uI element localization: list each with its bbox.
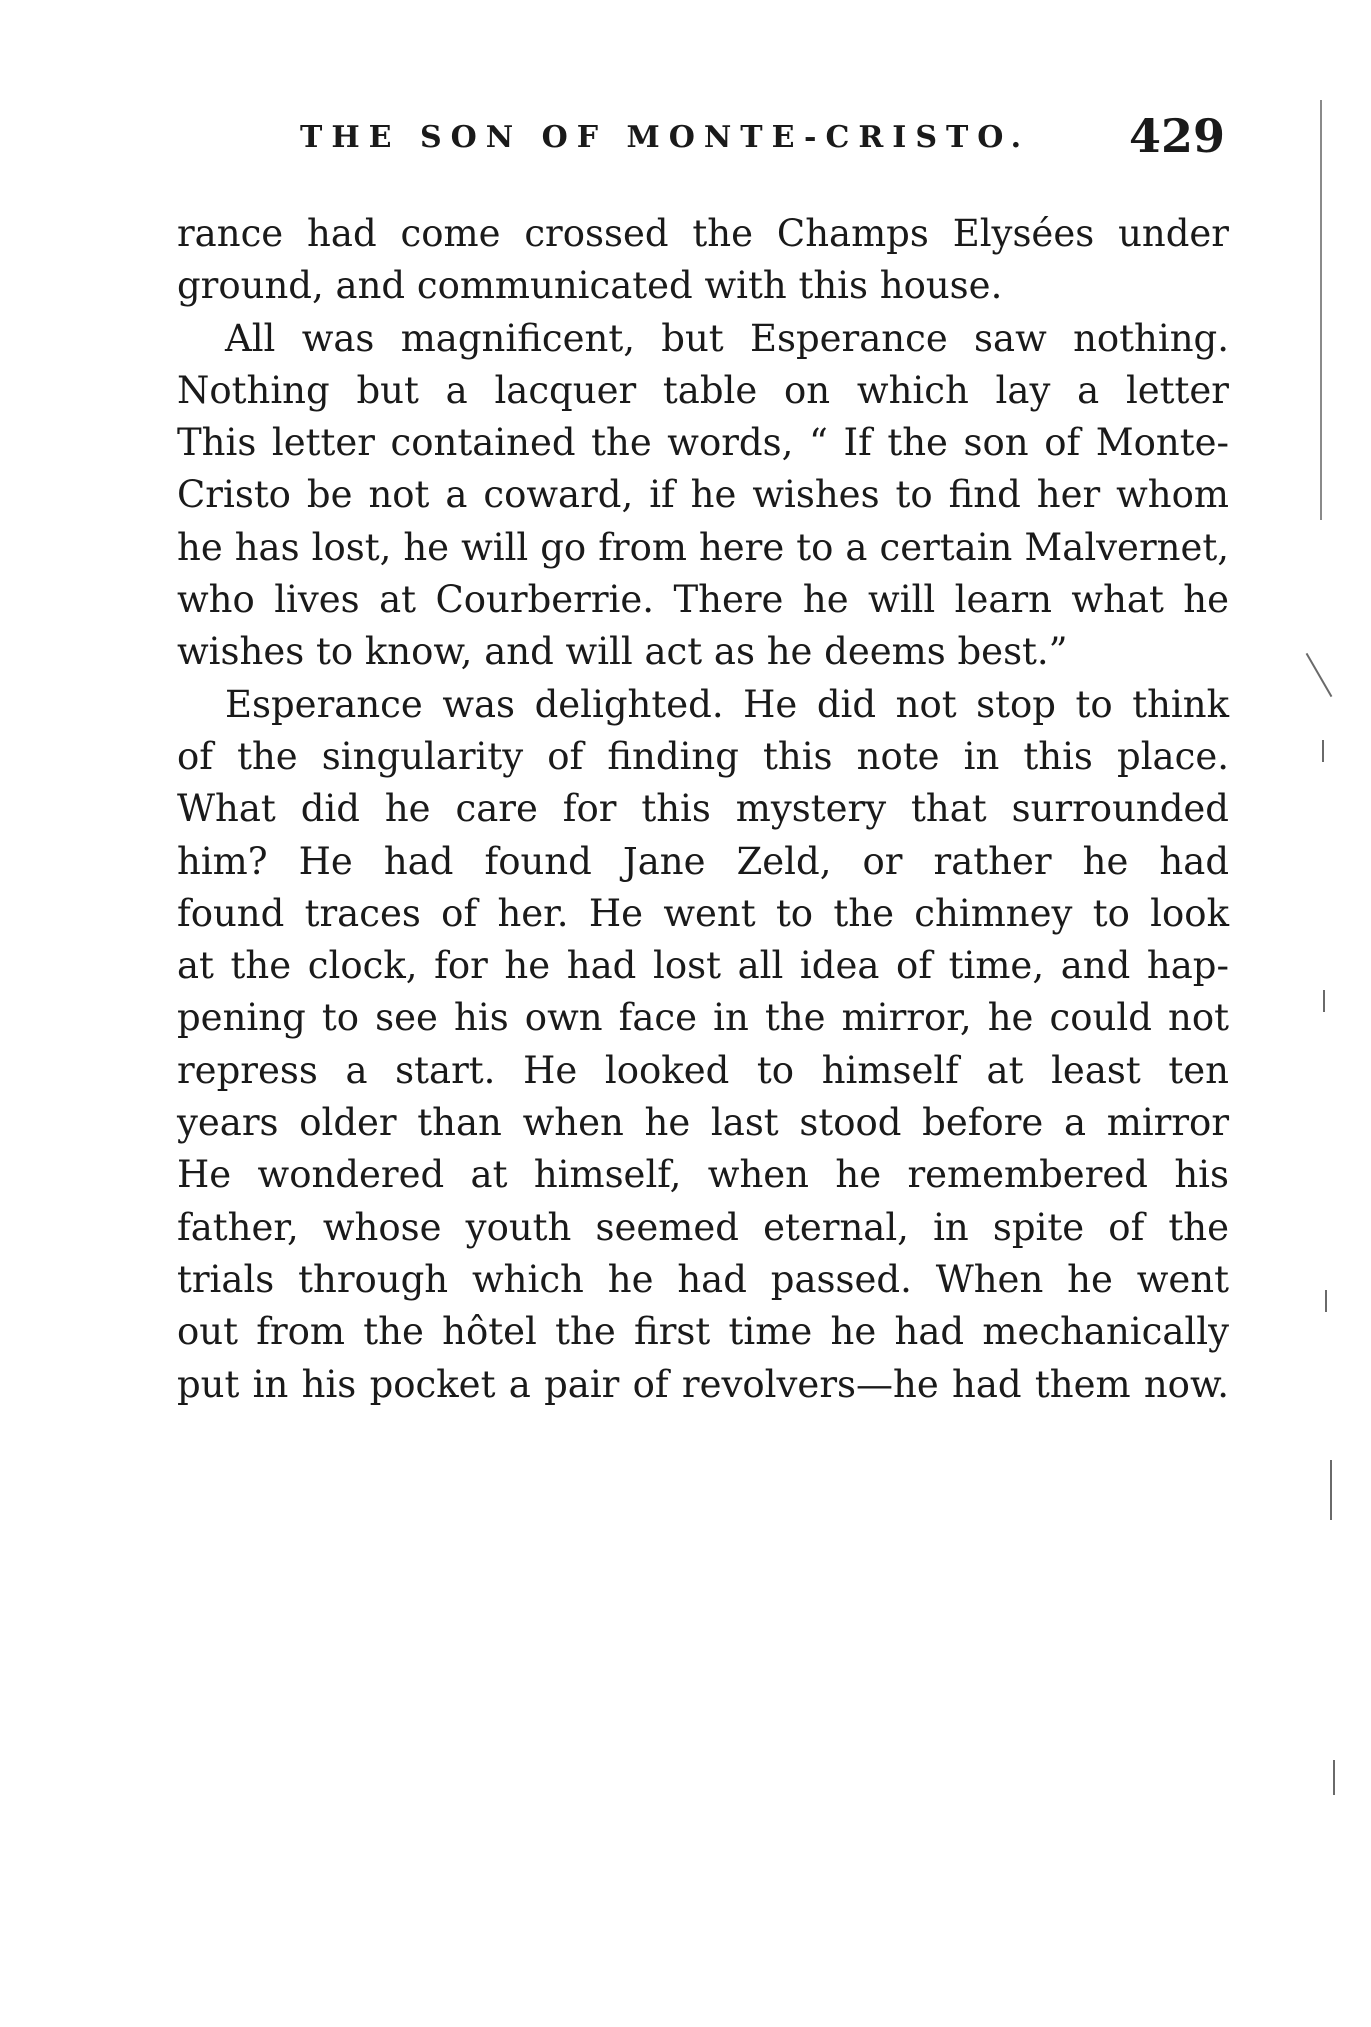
scan-mark — [1322, 740, 1324, 762]
text-line: of the singularity of finding this note in this place. — [177, 734, 1229, 778]
text-line: him? He had found Jane Zeld, or rather he had — [177, 839, 1229, 883]
text-line: father, whose youth seemed eternal, in spite of the — [177, 1205, 1229, 1249]
text-line: He wondered at himself, when he remembered his — [177, 1153, 1229, 1197]
text-line: at the clock, for he had lost all idea of time, and hap- — [177, 944, 1229, 988]
text-line: ground, and communicated with this house. — [177, 264, 1003, 308]
running-head — [300, 108, 1225, 168]
scan-mark — [1323, 990, 1325, 1012]
text-line: wishes to know, and will act as he deems best.” — [177, 630, 1068, 674]
paragraph-mirror — [177, 679, 1229, 1411]
body-text — [177, 208, 1229, 1411]
text-line: he has lost, he will go from here to a certain Malvernet, — [177, 525, 1229, 569]
text-line: put in his pocket a pair of revolvers—he had them now. — [177, 1362, 1229, 1406]
scan-mark — [1333, 1760, 1335, 1795]
scan-mark — [1306, 653, 1333, 697]
text-line: trials through which he had passed. When he went — [177, 1257, 1229, 1301]
text-line: Cristo be not a coward, if he wishes to find her whom — [177, 473, 1229, 517]
text-line: All was magnificent, but Esperance saw nothing. — [225, 316, 1229, 360]
scan-mark — [1325, 1290, 1327, 1312]
running-title: THE SON OF MONTE-CRISTO. — [300, 120, 1031, 155]
paragraph-continuation — [177, 208, 1229, 313]
page-number: 429 — [1128, 109, 1225, 163]
text-line: out from the hôtel the first time he had mechanically — [177, 1310, 1229, 1354]
text-line: rance had come crossed the Champs Elysées under — [177, 212, 1229, 255]
scan-mark — [1320, 100, 1322, 520]
scan-mark — [1330, 1460, 1332, 1520]
text-line: Nothing but a lacquer table on which lay a letter — [177, 368, 1229, 412]
text-line: What did he care for this mystery that surrounded — [177, 787, 1229, 831]
text-line: years older than when he last stood before a mirror — [177, 1101, 1229, 1145]
paragraph-letter — [177, 313, 1229, 679]
text-line: found traces of her. He went to the chimney to look — [177, 891, 1229, 935]
text-line: pening to see his own face in the mirror, he could not — [177, 996, 1229, 1040]
text-line: This letter contained the words, “ If the son of Monte- — [177, 421, 1229, 465]
text-line: repress a start. He looked to himself at least ten — [177, 1048, 1229, 1092]
text-line: Esperance was delighted. He did not stop to think — [225, 682, 1229, 726]
scan-edge-marks — [1300, 0, 1340, 2027]
text-line: who lives at Courberrie. There he will learn what he — [177, 578, 1229, 622]
